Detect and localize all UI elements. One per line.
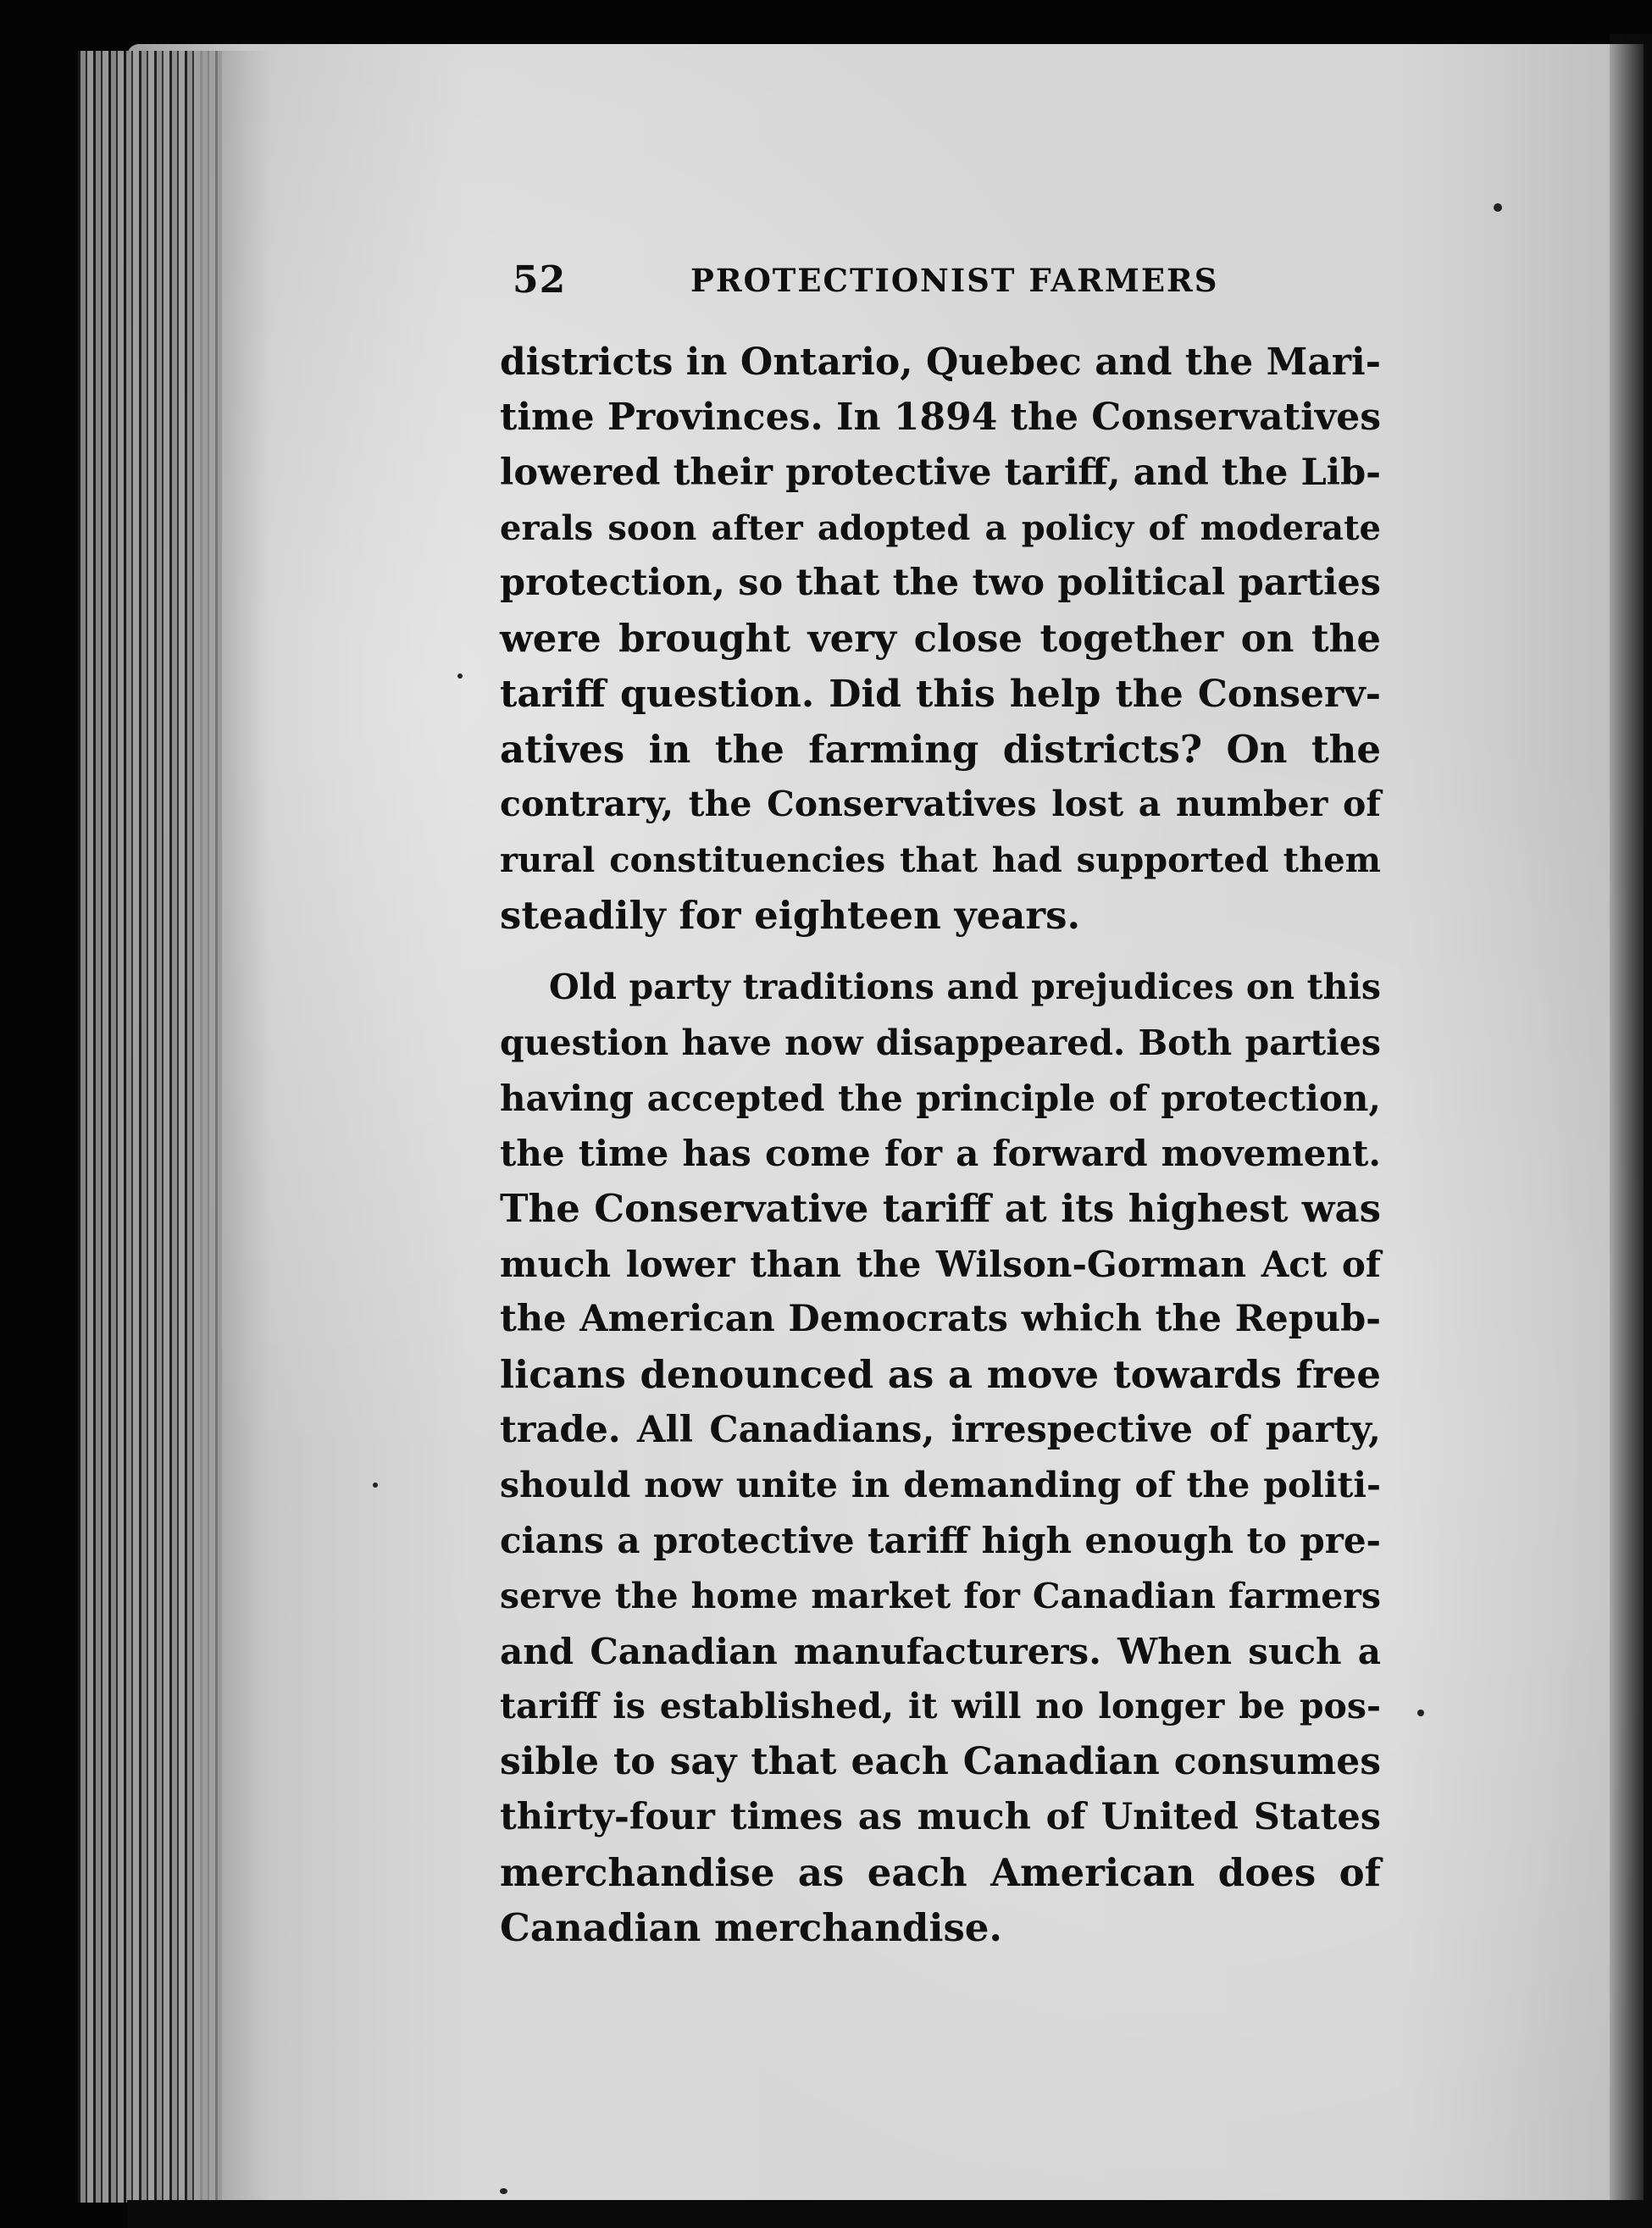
paragraph-gap — [500, 943, 1381, 960]
paragraph-1 — [500, 335, 1381, 943]
text-line: Canadian merchandise. — [500, 1905, 1003, 1951]
text-line: The Conservative tariff at its highest was — [500, 1186, 1381, 1232]
paragraph-2 — [500, 960, 1381, 1955]
speck — [373, 1483, 378, 1488]
text-line: the American Democrats which the Repub- — [500, 1298, 1381, 1341]
body-text — [500, 335, 1381, 1956]
text-line: protection, so that the two political parties — [500, 562, 1381, 605]
right-margin-shadow — [1610, 34, 1652, 2228]
text-line: the time has come for a forward movement. — [500, 1133, 1381, 1175]
text-line: question have now disappeared. Both parties — [500, 1022, 1381, 1063]
text-line: serve the home market for Canadian farmers — [500, 1575, 1381, 1616]
text-line: tariff is established, it will no longer be pos- — [500, 1686, 1381, 1727]
text-line: atives in the farming districts? On the — [500, 727, 1381, 773]
speck — [1417, 1710, 1424, 1716]
speck — [500, 2188, 507, 2194]
text-line: cians a protective tariff high enough to pre- — [500, 1520, 1381, 1562]
page-edge-shadow — [195, 51, 271, 2203]
text-line: and Canadian manufacturers. When such a — [500, 1630, 1381, 1672]
text-line: should now unite in demanding of the politi- — [500, 1464, 1381, 1505]
text-line: trade. All Canadians, irrespective of party, — [500, 1408, 1381, 1451]
text-line: sible to say that each Canadian consumes — [500, 1740, 1381, 1784]
text-line: lowered their protective tariff, and the Lib- — [500, 451, 1381, 494]
speck — [457, 673, 463, 679]
text-line: time Provinces. In 1894 the Conservatives — [500, 396, 1382, 440]
text-line: licans denounced as a move towards free — [500, 1352, 1381, 1398]
text-line: rural constituencies that had supported them — [500, 840, 1381, 880]
text-line: merchandise as each American does of — [500, 1850, 1381, 1896]
text-line: were brought very close together on the — [500, 616, 1381, 662]
text-line: Old party traditions and prejudices on this — [549, 967, 1381, 1008]
text-line: contrary, the Conservatives lost a number of — [500, 784, 1381, 825]
speck — [1494, 203, 1502, 212]
bottom-margin-shadow — [127, 2200, 1652, 2228]
text-line: having accepted the principle of protection, — [500, 1077, 1381, 1119]
text-line: tariff question. Did this help the Conserv- — [500, 672, 1381, 716]
running-head: PROTECTIONIST FARMERS — [690, 262, 1219, 299]
text-line: erals soon after adopted a policy of moderate — [500, 507, 1381, 548]
page-number: 52 — [513, 258, 567, 302]
text-line: steadily for eighteen years. — [500, 892, 1081, 938]
page-header — [513, 258, 1385, 309]
text-line: thirty-four times as much of United States — [500, 1795, 1381, 1838]
text-line: much lower than the Wilson-Gorman Act of — [500, 1243, 1381, 1285]
text-line: districts in Ontario, Quebec and the Mari- — [500, 341, 1381, 384]
